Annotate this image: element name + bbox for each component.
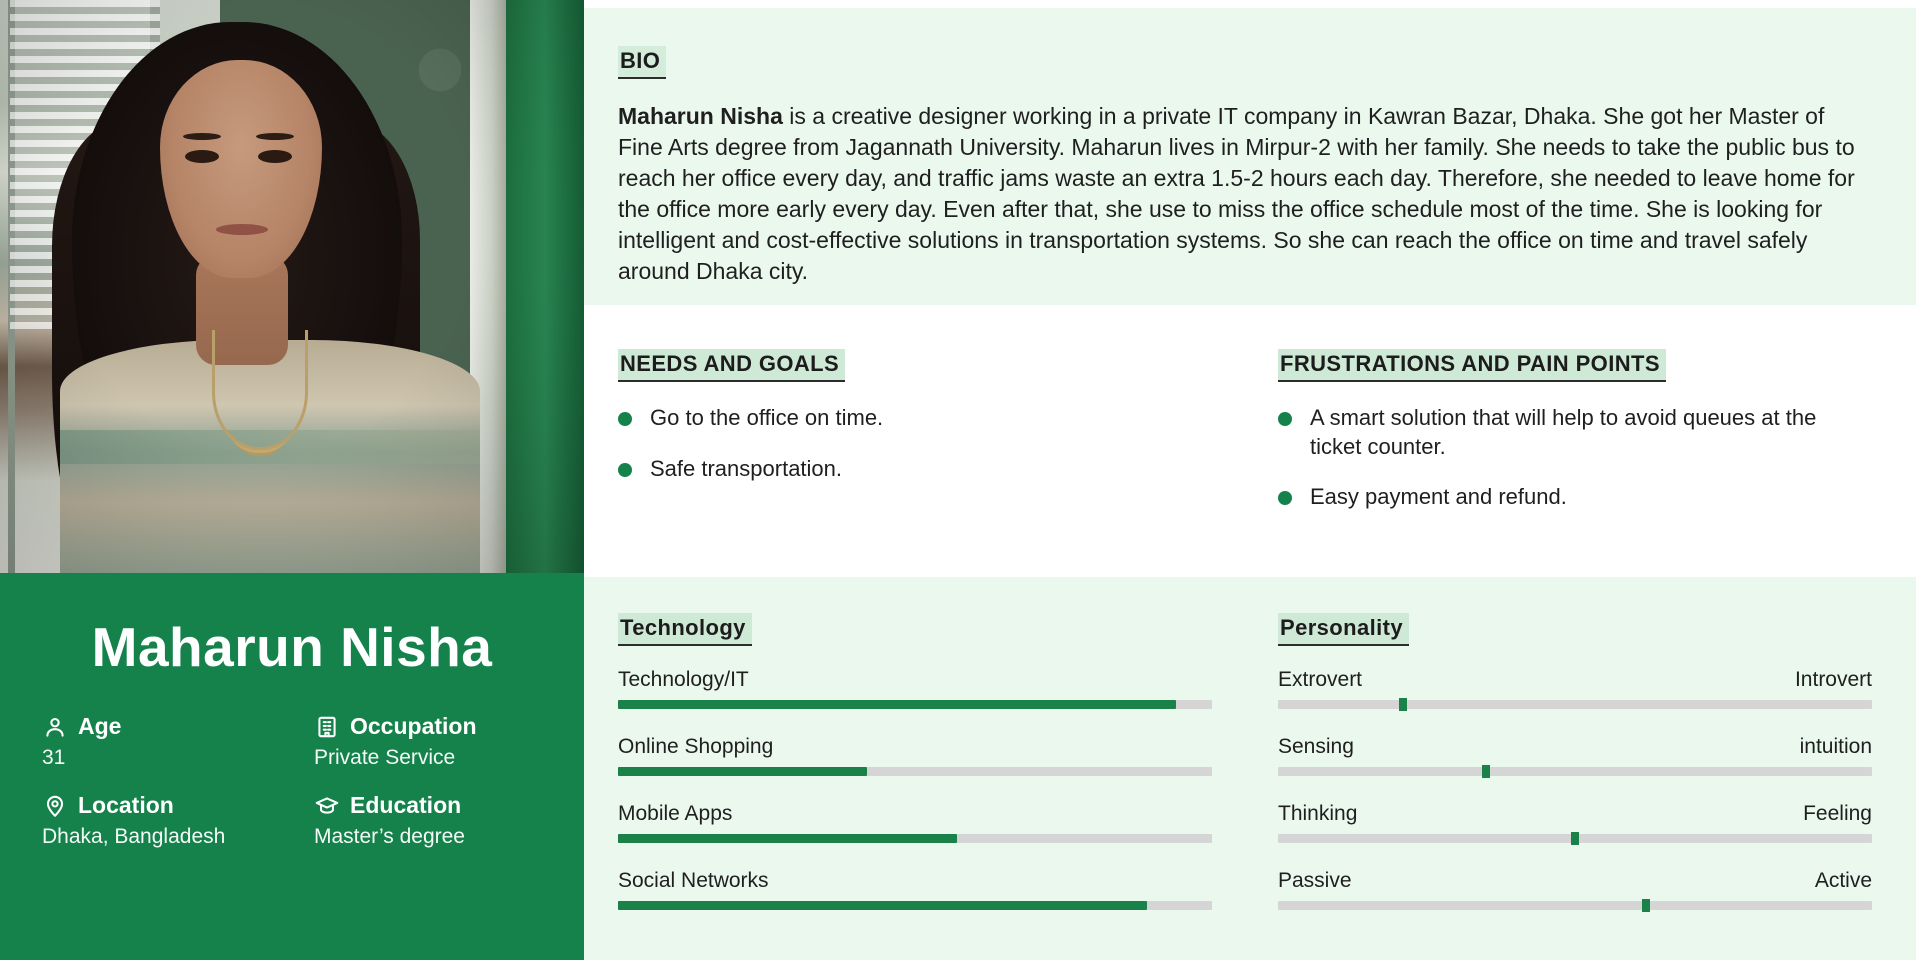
personality-scale-right-label: Feeling [1803,802,1872,825]
personality-scale-right-label: intuition [1799,735,1872,758]
list-item [618,455,1178,484]
bio-text [618,101,1872,287]
profile-photo [0,0,584,573]
needs-list [618,404,1278,483]
personality-scale-labels [1278,802,1872,826]
tech-bar-fill [618,901,1147,910]
fact-occupation-value: Private Service [314,746,456,769]
tech-bar-label: Mobile Apps [618,802,733,825]
personality-scale-marker [1482,765,1490,778]
frustrations-item-text: Easy payment and refund. [1310,484,1567,510]
tech-bar-fill [618,834,957,843]
personality-scale-labels [1278,735,1872,759]
tech-bar-technology-it [618,668,1212,709]
personality-scale-track [1278,834,1872,843]
technology-column [618,613,1278,936]
frustrations-column [1278,349,1872,534]
frustrations-list [1278,404,1872,512]
profile-name-block [0,573,584,960]
fact-age-head [42,713,314,740]
technology-personality-columns [618,613,1872,936]
tech-bar-fill [618,700,1176,709]
fact-age [42,713,314,770]
personality-column [1278,613,1872,936]
personality-scale-right-label: Active [1814,869,1872,892]
fact-education-label: Education [350,792,462,818]
fact-location-label: Location [78,792,174,818]
bio-body: is a creative designer working in a private IT company in Kawran Bazar, Dhaka. She got her Master of Fine Arts degree from Jagannath University. Maharun lives in Mirpur-2 with her family. She needs to take the public bus to reach her office every day, and traffic jams waste an extra 1.5-2 hours each day. Therefore, she needed to leave home for the office more early every day. Even after that, she use to miss the office schedule most of the time. She is looking for intelligent and cost-effective solutions in transportation systems. So she can reach the office on time and travel safely around Dhaka city. [618,103,1855,285]
fact-age-value: 31 [42,746,66,769]
frustrations-title: FRUSTRATIONS AND PAIN POINTS [1278,349,1666,382]
bullet-dot-icon [1278,412,1292,426]
building-icon [314,714,340,740]
fact-occupation-label: Occupation [350,713,477,739]
fact-age-label: Age [78,713,122,739]
personality-title: Personality [1278,613,1409,646]
personality-scale-left-label: Extrovert [1278,668,1363,691]
bullet-dot-icon [1278,491,1292,505]
fact-location-value: Dhaka, Bangladesh [42,825,226,848]
profile-facts [42,713,542,849]
fact-occupation [314,713,542,770]
content-column [584,0,1921,960]
profile-sidebar [0,0,584,960]
personality-scale-track [1278,700,1872,709]
personality-scale-left-label: Passive [1278,869,1352,892]
personality-scale-right-label: Introvert [1794,668,1872,691]
graduation-cap-icon [314,793,340,819]
personality-scale-thinking-feeling [1278,802,1872,843]
bio-title: BIO [618,46,666,79]
tech-bar-fill [618,767,867,776]
frustrations-item-text: A smart solution that will help to avoid queues at the ticket counter. [1310,405,1817,459]
bio-lead-name: Maharun Nisha [618,103,783,129]
personality-scale-left-label: Sensing [1278,735,1354,758]
personality-scale-sensing-intuition [1278,735,1872,776]
tech-bar-mobile-apps [618,802,1212,843]
needs-item-text: Safe transportation. [650,455,843,481]
bullet-dot-icon [618,463,632,477]
needs-column [618,349,1278,534]
needs-title: NEEDS AND GOALS [618,349,845,382]
tech-bar-track [618,834,1212,843]
fact-education [314,792,542,849]
personality-scale-marker [1571,832,1579,845]
personality-scale-labels [1278,668,1872,692]
bullet-dot-icon [618,412,632,426]
photo-vignette [0,0,584,573]
personality-scale-extrovert-introvert [1278,668,1872,709]
personality-scale-left-label: Thinking [1278,802,1358,825]
personality-scale-track [1278,901,1872,910]
person-name: Maharun Nisha [91,616,493,678]
fact-location-head [42,792,314,819]
fact-education-head [314,792,542,819]
needs-frustrations-section [584,305,1916,577]
tech-bar-label: Online Shopping [618,735,774,758]
tech-bar-track [618,700,1212,709]
location-pin-icon [42,793,68,819]
list-item [1278,404,1838,461]
tech-bar-social-networks [618,869,1212,910]
fact-occupation-head [314,713,542,740]
list-item [1278,483,1838,512]
tech-bar-track [618,767,1212,776]
needs-item-text: Go to the office on time. [650,405,884,430]
fact-education-value: Master’s degree [314,825,465,848]
personality-scale-marker [1399,698,1407,711]
person-icon [42,714,68,740]
personality-scale-labels [1278,869,1872,893]
bio-section [584,8,1916,305]
needs-frustrations-columns [618,349,1872,534]
tech-bar-online-shopping [618,735,1212,776]
technology-title: Technology [618,613,752,646]
personality-scale-marker [1642,899,1650,912]
tech-bar-label: Social Networks [618,869,769,892]
personality-scale-track [1278,767,1872,776]
list-item [618,404,1178,433]
technology-personality-section [584,577,1916,960]
fact-location [42,792,314,849]
personality-scale-passive-active [1278,869,1872,910]
tech-bar-label: Technology/IT [618,668,749,691]
tech-bar-track [618,901,1212,910]
